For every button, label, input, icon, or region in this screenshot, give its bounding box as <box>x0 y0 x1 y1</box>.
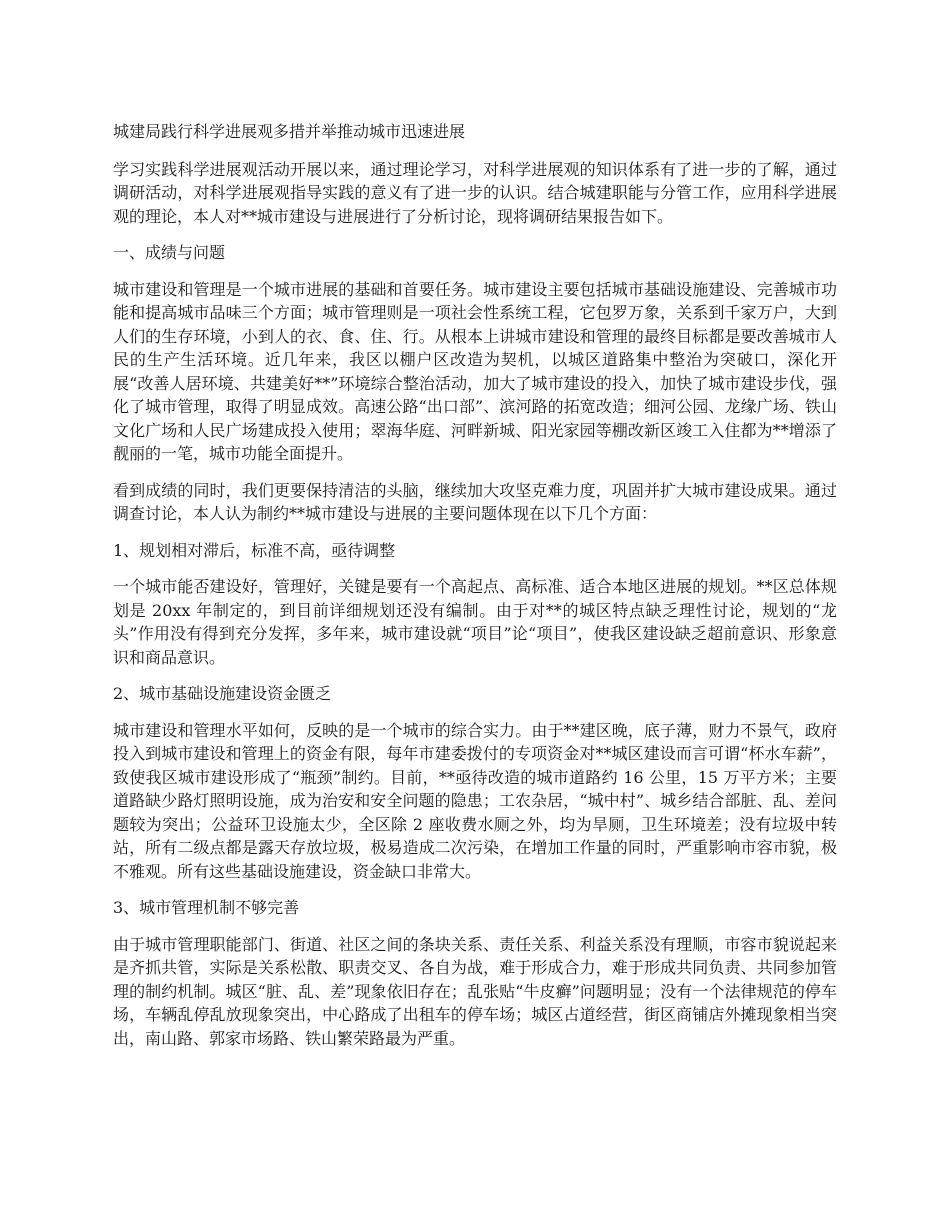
problem-1-paragraph: 一个城市能否建设好，管理好，关键是要有一个高起点、高标准、适合本地区进展的规划。**区总体规划是 20xx 年制定的，到目前详细规划还没有编制。由于对**的城区特点缺乏理性讨论，规划的“龙头”作用没有得到充分发挥，多年来，城市建设就“项目”论“项目”，使我区建设缺乏超前意识、形象意识和商品意识。 <box>113 577 837 667</box>
problem-2-paragraph: 城市建设和管理水平如何，反映的是一个城市的综合实力。由于**建区晚，底子薄，财力不景气，政府投入到城市建设和管理上的资金有限，每年市建委拨付的专项资金对**城区建设而言可谓“杯水车薪”，致使我区城市建设形成了“瓶颈”制约。目前，**亟待改造的城市道路约 16 公里，15 万平方米；主要道路缺少路灯照明设施，成为治安和安全问题的隐患；工农杂居，“城中村”、城乡结合部脏、乱、差问题较为突出；公益环卫设施太少，全区除 2 座收费水厕之外，均为旱厕，卫生环境差；没有垃圾中转站，所有二级点都是露天存放垃圾，极易造成二次污染，在增加工作量的同时，严重影响市容市貌，极不雅观。所有这些基础设施建设，资金缺口非常大。 <box>113 720 837 881</box>
problem-3-paragraph: 由于城市管理职能部门、街道、社区之间的条块关系、责任关系、利益关系没有理顺，市容市貌说起来是齐抓共管，实际是关系松散、职责交叉、各自为战，难于形成合力，难于形成共同负责、共同参加管理的制约机制。城区“脏、乱、差”现象依旧存在；乱张贴“牛皮癣”问题明显；没有一个法律规范的停车场，车辆乱停乱放现象突出，中心路成了出租车的停车场；城区占道经营，街区商铺店外摊现象相当突出，南山路、郭家市场路、铁山繁荣路最为严重。 <box>113 934 837 1048</box>
intro-paragraph: 学习实践科学进展观活动开展以来，通过理论学习，对科学进展观的知识体系有了进一步的了解，通过调研活动，对科学进展观指导实践的意义有了进一步的认识。结合城建职能与分管工作，应用科学进展观的理论，本人对**城市建设与进展进行了分析讨论，现将调研结果报告如下。 <box>113 159 837 226</box>
problem-2-heading: 2、城市基础设施建设资金匮乏 <box>113 684 332 703</box>
section-heading-achievements: 一、成绩与问题 <box>113 243 226 262</box>
document-title: 城建局践行科学进展观多措并举推动城市迅速进展 <box>113 122 466 141</box>
achievements-paragraph: 城市建设和管理是一个城市进展的基础和首要任务。城市建设主要包括城市基础设施建设、完善城市功能和提高城市品味三个方面；城市管理则是一项社会性系统工程，它包罗万象，关系到千家万户，大到人们的生存环境，小到人的衣、食、住、行。从根本上讲城市建设和管理的最终目标都是要改善城市人民的生产生活环境。近几年来，我区以棚户区改造为契机，以城区道路集中整治为突破口，深化开展“改善人居环境、共建美好**”环境综合整治活动，加大了城市建设的投入，加快了城市建设步伐，强化了城市管理，取得了明显成效。高速公路“出口部”、滨河路的拓宽改造；细河公园、龙缘广场、铁山文化广场和人民广场建成投入使用；翠海华庭、河畔新城、阳光家园等棚改新区竣工入住都为**增添了靓丽的一笔，城市功能全面提升。 <box>113 279 837 463</box>
problem-3-heading: 3、城市管理机制不够完善 <box>113 898 300 917</box>
problems-intro-paragraph: 看到成绩的同时，我们更要保持清洁的头脑，继续加大攻坚克难力度，巩固并扩大城市建设成果。通过调查讨论，本人认为制约**城市建设与进展的主要问题体现在以下几个方面： <box>113 480 837 523</box>
document-page <box>113 120 837 1063</box>
problem-1-heading: 1、规划相对滞后，标准不高，亟待调整 <box>113 540 396 560</box>
